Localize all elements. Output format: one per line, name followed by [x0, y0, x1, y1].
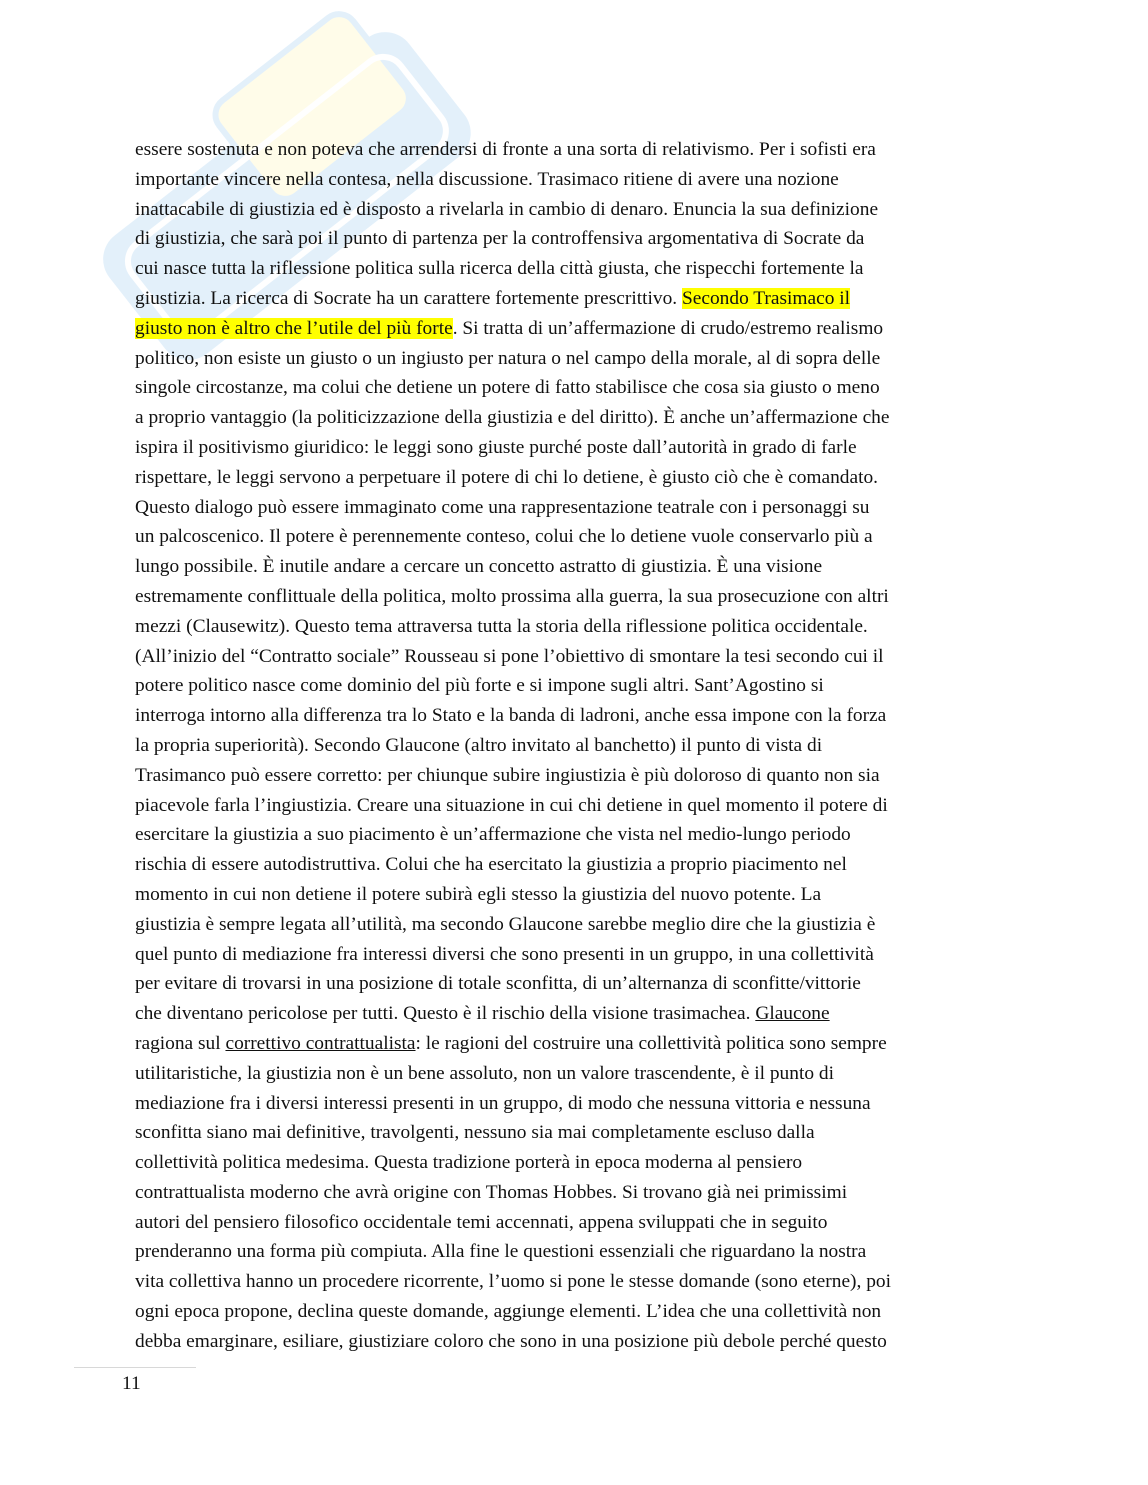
text-line: [135, 195, 1015, 225]
text-run: vita collettiva hanno un procedere ricorrente, l’uomo si pone le stesse domande (sono eterne), poi: [135, 1271, 891, 1293]
text-line: [135, 701, 1015, 731]
text-line: [135, 552, 1015, 582]
text-line: [135, 1148, 1015, 1178]
text-line: [135, 1089, 1015, 1119]
text-line: [135, 642, 1015, 672]
text-run: rispettare, le leggi servono a perpetuare il potere di chi lo detiene, è giusto ciò che è comandato.: [135, 466, 879, 488]
text-run: rischia di essere autodistruttiva. Colui che ha esercitato la giustizia a proprio piacimento nel: [135, 854, 847, 876]
text-run: la propria superiorità). Secondo Glaucone (altro invitato al banchetto) il punto di vista di: [135, 734, 823, 756]
text-line: [135, 761, 1015, 791]
text-line: [135, 731, 1015, 761]
text-line: [135, 880, 1015, 910]
highlighted-text: Secondo Trasimaco il: [681, 287, 851, 309]
text-line: [135, 1118, 1015, 1148]
text-run: politico, non esiste un giusto o un ingiusto per natura o nel campo della morale, al di sopra delle: [135, 347, 881, 369]
text-line: [135, 463, 1015, 493]
text-run: Trasimanco può essere corretto: per chiunque subire ingiustizia è più doloroso di quanto non sia: [135, 764, 880, 786]
text-run: collettività politica medesima. Questa tradizione porterà in epoca moderna al pensiero: [135, 1152, 803, 1174]
text-run: potere politico nasce come dominio del più forte e si impone sugli altri. Sant’Agostino si: [135, 675, 824, 697]
text-line: [135, 999, 1015, 1029]
text-line: [135, 820, 1015, 850]
underlined-text: correttivo contrattualista: [225, 1032, 416, 1054]
text-line: [135, 135, 1015, 165]
text-run: essere sostenuta e non poteva che arrendersi di fronte a una sorta di relativismo. Per i sofisti era: [135, 139, 876, 160]
text-line: [135, 1208, 1015, 1238]
text-run: : le ragioni del costruire una collettività politica sono sempre: [415, 1032, 887, 1054]
text-run: mezzi (Clausewitz). Questo tema attraversa tutta la storia della riflessione politica occidentale.: [135, 615, 868, 637]
text-run: utilitaristiche, la giustizia non è un bene assoluto, non un valore trascendente, è il punto di: [135, 1062, 834, 1084]
text-line: [135, 1029, 1015, 1059]
text-run: debba emarginare, esiliare, giustiziare coloro che sono in una posizione più debole perché questo: [135, 1330, 887, 1352]
text-run: per evitare di trovarsi in una posizione di totale sconfitta, di un’alternanza di sconfitte/vittorie: [135, 973, 861, 995]
underlined-text: Glaucone: [755, 1003, 830, 1025]
text-line: [135, 1297, 1015, 1327]
text-line: [135, 612, 1015, 642]
text-line: [135, 373, 1015, 403]
text-run: estremamente conflittuale della politica, molto prossima alla guerra, la sua prosecuzione con altri: [135, 585, 889, 607]
text-run: mediazione fra i diversi interessi presenti in un gruppo, di modo che nessuna vittoria e nessuna: [135, 1092, 871, 1114]
text-line: [135, 1178, 1015, 1208]
text-run: giustizia. La ricerca di Socrate ha un carattere fortemente prescrittivo.: [135, 287, 682, 309]
text-line: [135, 1059, 1015, 1089]
text-line: [135, 671, 1015, 701]
text-run: momento in cui non detiene il potere subirà egli stesso la giustizia del nuovo potente. La: [135, 883, 822, 905]
text-run: lungo possibile. È inutile andare a cercare un concetto astratto di giustizia. È una visione: [135, 556, 823, 578]
text-run: esercitare la giustizia a suo piacimento è un’affermazione che vista nel medio-lungo periodo: [135, 824, 851, 846]
text-line: [135, 284, 1015, 314]
text-line: [135, 969, 1015, 999]
text-run: piacevole farla l’ingiustizia. Creare una situazione in cui chi detiene in quel momento il potere di: [135, 794, 888, 816]
text-run: a proprio vantaggio (la politicizzazione della giustizia e del diritto). È anche un’affermazione che: [135, 407, 890, 429]
text-line: [135, 910, 1015, 940]
text-run: Questo dialogo può essere immaginato come una rappresentazione teatrale con i personaggi su: [135, 496, 870, 518]
text-run: . Si tratta di un’affermazione di crudo/estremo realismo: [452, 317, 884, 339]
text-line: [135, 582, 1015, 612]
text-line: [135, 254, 1015, 284]
text-line: [135, 433, 1015, 463]
text-run: di giustizia, che sarà poi il punto di partenza per la controffensiva argomentativa di Socrate da: [135, 228, 865, 250]
text-line: [135, 314, 1015, 344]
text-run: importante vincere nella contesa, nella discussione. Trasimaco ritiene di avere una nozione: [135, 168, 839, 190]
text-run: (All’inizio del “Contratto sociale” Rousseau si pone l’obiettivo di smontare la tesi secondo cui il: [135, 645, 884, 667]
text-line: [135, 493, 1015, 523]
text-run: interroga intorno alla differenza tra lo Stato e la banda di ladroni, anche essa impone con la forza: [135, 705, 887, 727]
text-run: cui nasce tutta la riflessione politica sulla ricerca della città giusta, che rispecchi fortemente la: [135, 258, 864, 280]
text-line: [135, 224, 1015, 254]
footer-divider: [74, 1367, 196, 1368]
text-run: autori del pensiero filosofico occidentale temi accennati, appena sviluppati che in seguito: [135, 1211, 828, 1233]
text-line: [135, 850, 1015, 880]
text-run: giustizia è sempre legata all’utilità, ma secondo Glaucone sarebbe meglio dire che la giustizia è: [135, 913, 876, 935]
text-run: ragiona sul: [135, 1032, 226, 1054]
text-run: ogni epoca propone, declina queste domande, aggiunge elementi. L’idea che una collettività non: [135, 1301, 882, 1323]
document-body: [135, 135, 1015, 1357]
text-line: [135, 165, 1015, 195]
text-run: un palcoscenico. Il potere è perennemente conteso, colui che lo detiene vuole conservarlo più a: [135, 526, 873, 548]
text-run: che diventano pericolose per tutti. Questo è il rischio della visione trasimachea.: [135, 1003, 756, 1025]
text-line: [135, 1237, 1015, 1267]
text-line: [135, 344, 1015, 374]
text-run: contrattualista moderno che avrà origine con Thomas Hobbes. Si trovano già nei primissimi: [135, 1181, 848, 1203]
text-run: singole circostanze, ma colui che detiene un potere di fatto stabilisce che cosa sia giusto o meno: [135, 377, 880, 399]
text-line: [135, 791, 1015, 821]
text-line: [135, 522, 1015, 552]
text-line: [135, 940, 1015, 970]
text-run: sconfitta siano mai definitive, travolgenti, nessuno sia mai completamente escluso dalla: [135, 1122, 815, 1144]
text-run: inattacabile di giustizia ed è disposto a rivelarla in cambio di denaro. Enuncia la sua definizione: [135, 198, 879, 220]
text-run: prenderanno una forma più compiuta. Alla fine le questioni essenziali che riguardano la nostra: [135, 1241, 867, 1263]
text-line: [135, 1267, 1015, 1297]
page-number: 11: [122, 1373, 141, 1394]
highlighted-text: giusto non è altro che l’utile del più forte: [135, 317, 453, 339]
text-line: [135, 403, 1015, 433]
text-run: quel punto di mediazione fra interessi diversi che sono presenti in un gruppo, in una collettività: [135, 943, 874, 965]
text-run: ispira il positivismo giuridico: le leggi sono giuste purché poste dall’autorità in grado di farle: [135, 436, 857, 458]
text-line: [135, 1327, 1015, 1357]
